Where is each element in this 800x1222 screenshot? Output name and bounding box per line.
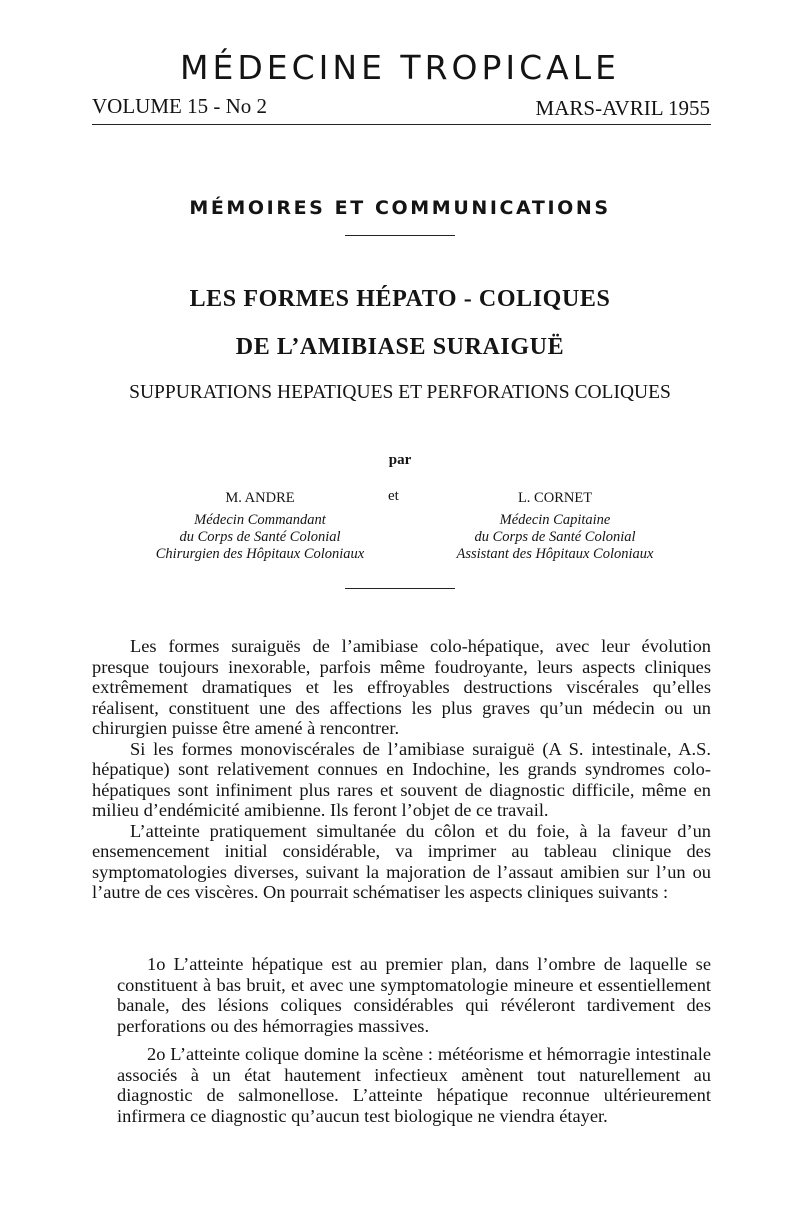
clinical-aspects-list: [117, 954, 711, 1126]
list-item: 2o L’atteinte colique domine la scène : météorisme et hémorragie intestinale associés à un état hautement infectieux amènent tout naturellement au diagnostic de salmonellose. L’atteinte hépatique reconnue ultérieurement infirmera ce diagnostic qu’aucun test biologique ne viendra étayer.: [117, 1044, 711, 1126]
header-divider: [92, 124, 711, 125]
author-role: Chirurgien des Hôpitaux Coloniaux: [155, 546, 365, 562]
body-paragraph: Si les formes monoviscérales de l’amibiase suraiguë (A S. intestinale, A.S. hépatique) sont relativement connues en Indochine, les grands syndromes colo-hépatiques sont infiniment plus rares et souvent de diagnostic difficile, même en milieu d’endémicité amibienne. Ils feront l’objet de ce travail.: [92, 738, 711, 820]
article-title-line-1: LES FORMES HÉPATO - COLIQUES: [189, 286, 611, 312]
author-conjunction: et: [388, 488, 399, 504]
author-corps: du Corps de Santé Colonial: [474, 529, 636, 545]
volume-number: VOLUME 15 - No 2: [92, 94, 267, 118]
article-title-line-2: DE L’AMIBIASE SURAIGUË: [235, 334, 565, 360]
by-label: par: [388, 452, 412, 468]
author-rank: Médecin Capitaine: [499, 512, 611, 528]
section-heading: MÉMOIRES ET COMMUNICATIONS: [189, 197, 611, 219]
article-body: [92, 636, 711, 903]
author-divider: [345, 588, 455, 589]
author-cornet: [430, 490, 680, 563]
author-name: M. ANDRE: [225, 490, 295, 506]
subtitle-text: SUPPURATIONS HEPATIQUES ET PERFORATIONS COLIQUES: [129, 382, 671, 403]
article-subtitle: [0, 380, 800, 405]
author-andre: [110, 490, 410, 563]
author-name: L. CORNET: [517, 490, 593, 506]
list-item: 1o L’atteinte hépatique est au premier plan, dans l’ombre de laquelle se constituent à bas bruit, et avec une symptomatologie mineure et essentiellement banale, des lésions coliques considérables qui révéleront tardivement des perforations ou des hémorragies massives.: [117, 954, 711, 1036]
author-role: Assistant des Hôpitaux Coloniaux: [456, 546, 654, 562]
section-divider: [345, 235, 455, 236]
author-rank: Médecin Commandant: [194, 512, 326, 528]
author-corps: du Corps de Santé Colonial: [179, 529, 341, 545]
journal-title: MÉDECINE TROPICALE: [180, 48, 620, 87]
issue-date: MARS-AVRIL 1955: [535, 96, 710, 120]
body-paragraph: L’atteinte pratiquement simultanée du côlon et du foie, à la faveur d’un ensemencement initial considérable, va imprimer au tableau clinique des symptomatologies diverses, suivant la majoration de l’assaut amibien sur l’un ou l’autre de ces viscères. On pourrait schématiser les aspects cliniques suivants :: [92, 820, 711, 902]
body-paragraph: Les formes suraiguës de l’amibiase colo-hépatique, avec leur évolution presque toujours inexorable, parfois même foudroyante, leurs aspects cliniques extrêmement dramatiques et les effroyables destructions viscérales qu’elles réalisent, constituent une des affections les plus graves qu’un médecin ou un chirurgien puisse être amené à rencontrer.: [92, 636, 711, 738]
